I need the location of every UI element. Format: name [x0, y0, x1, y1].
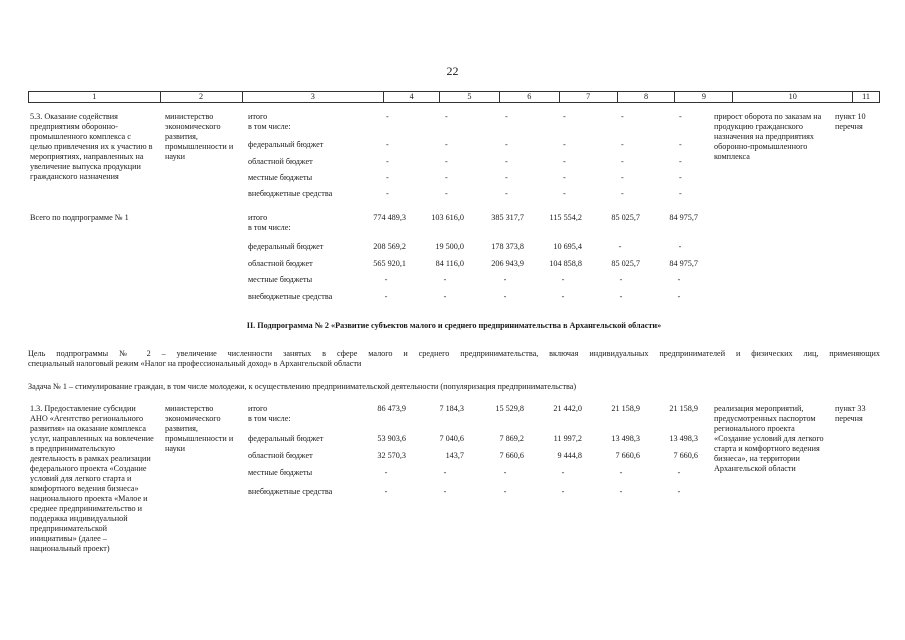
cell-dash: - — [505, 112, 508, 121]
value-cell: 21 158,9 — [669, 404, 698, 413]
cell-dash: - — [445, 157, 448, 166]
cell-dash: - — [386, 189, 389, 198]
value-cell: 84 975,7 — [669, 259, 698, 268]
col-header-9: 9 — [675, 92, 733, 102]
value-cell: 19 500,0 — [435, 242, 464, 251]
value-cell: 15 529,8 — [495, 404, 524, 413]
cell-dash: - — [563, 112, 566, 121]
col-header-8: 8 — [618, 92, 676, 102]
value-cell: 385 317,7 — [491, 213, 524, 222]
value-cell: 7 660,6 — [673, 451, 698, 460]
cell-dash: - — [563, 140, 566, 149]
value-cell: - — [619, 275, 623, 284]
value-cell: 84 975,7 — [669, 213, 698, 222]
cell-dash: - — [445, 173, 448, 182]
value-cell: - — [678, 242, 682, 251]
value-cell: - — [619, 468, 623, 477]
cell-dash: - — [621, 140, 624, 149]
cell-dash: - — [679, 173, 682, 182]
value-cell: - — [443, 487, 447, 496]
value-cell: - — [443, 292, 447, 301]
event-5-3-result: прирост оборота по заказам на продукцию гражданского назначения на предприятиях оборонно-промышленного комплекса — [714, 112, 822, 161]
label-regional: областной бюджет — [248, 157, 313, 166]
cell-dash: - — [386, 140, 389, 149]
col-header-3: 3 — [243, 92, 385, 102]
value-cell: 86 473,9 — [377, 404, 406, 413]
value-cell: - — [677, 275, 681, 284]
event-5-3-description: 5.3. Оказание содействия предприятиям оборонно-промышленного комплекса с целью привлечения их к участию в мероприятиях, направленных на увеличение выпуска продукции гражданского назначения — [30, 112, 153, 181]
cell-dash: - — [386, 157, 389, 166]
cell-dash: - — [505, 157, 508, 166]
column-header-row — [28, 91, 880, 103]
value-cell: - — [503, 468, 507, 477]
value-cell: 84 116,0 — [435, 259, 464, 268]
cell-dash: - — [505, 173, 508, 182]
col-header-1: 1 — [29, 92, 161, 102]
label-federal: федеральный бюджет — [248, 242, 324, 251]
cell-dash: - — [679, 189, 682, 198]
label-local: местные бюджеты — [248, 468, 313, 477]
col-header-7: 7 — [560, 92, 618, 102]
value-cell: 206 943,9 — [491, 259, 524, 268]
col-header-4: 4 — [384, 92, 440, 102]
cell-dash: - — [621, 112, 624, 121]
value-cell: - — [561, 292, 565, 301]
event-1-3-result: реализация мероприятий, предусмотренных паспортом регионального проекта «Создание условий для легкого старта и комфортного ведения бизнеса», на территории Архангельской области — [714, 404, 824, 473]
value-cell: - — [677, 468, 681, 477]
value-cell: - — [618, 242, 622, 251]
value-cell: - — [384, 292, 388, 301]
value-cell: 7 040,6 — [439, 434, 464, 443]
section-title: II. Подпрограмма № 2 «Развитие субъектов малого и среднего предпринимательства в Архангельской области» — [246, 321, 662, 330]
value-cell: 7 184,3 — [439, 404, 464, 413]
task-text: Задача № 1 – стимулирование граждан, в том числе молодежи, к осуществлению предпринимательской деятельности (популяризация предпринимательства) — [28, 382, 577, 391]
value-cell: 9 444,8 — [557, 451, 582, 460]
cell-dash: - — [563, 173, 566, 182]
goal-text-line1: Цель подпрограммы № 2 – увеличение численности занятых в сфере малого и среднего предпринимательства, включая индивидуальных предпринимателей и физических лиц, применяющих — [28, 349, 880, 358]
col-header-10: 10 — [733, 92, 853, 102]
label-federal: федеральный бюджет — [248, 140, 324, 149]
cell-dash: - — [679, 112, 682, 121]
label-extra: внебюджетные средства — [248, 487, 333, 496]
col-header-5: 5 — [440, 92, 500, 102]
cell-dash: - — [445, 189, 448, 198]
value-cell: 103 616,0 — [431, 213, 464, 222]
value-cell: 7 660,6 — [499, 451, 524, 460]
value-cell: - — [677, 292, 681, 301]
cell-dash: - — [621, 157, 624, 166]
cell-dash: - — [679, 157, 682, 166]
value-cell: - — [384, 275, 388, 284]
cell-dash: - — [386, 112, 389, 121]
event-1-3-description: 1.3. Предоставление субсидии АНО «Агентство регионального развития» на оказание комплекса услуг, направленных на вовлечение в предпринимательскую деятельность в рамках реализации федерального проекта «Создание условий для легкого старта и комфортного ведения бизнеса» национального проекта «Малое и среднее предпринимательство и поддержка индивидуальной предпринимательской инициативы» (далее – национальный проект) — [30, 404, 154, 553]
label-extra: внебюджетные средства — [248, 292, 333, 301]
label-incl: в том числе: — [248, 223, 291, 232]
cell-dash: - — [445, 112, 448, 121]
value-cell: 178 373,8 — [491, 242, 524, 251]
label-regional: областной бюджет — [248, 259, 313, 268]
value-cell: 21 442,0 — [553, 404, 582, 413]
cell-dash: - — [621, 173, 624, 182]
value-cell: 21 158,9 — [611, 404, 640, 413]
event-5-3-reference: пункт 10 перечня — [835, 112, 866, 131]
event-1-3-executor: министерство экономического развития, промышленности и науки — [165, 404, 234, 453]
label-total: итого — [248, 112, 268, 121]
value-cell: 7 869,2 — [499, 434, 524, 443]
value-cell: 32 570,3 — [377, 451, 406, 460]
page-number: 22 — [446, 64, 459, 78]
value-cell: 774 489,3 — [373, 213, 406, 222]
cell-dash: - — [563, 157, 566, 166]
value-cell: - — [677, 487, 681, 496]
value-cell: 565 920,1 — [373, 259, 406, 268]
cell-dash: - — [505, 189, 508, 198]
value-cell: - — [619, 487, 623, 496]
col-header-11: 11 — [862, 92, 870, 101]
value-cell: 115 554,2 — [549, 213, 582, 222]
label-local: местные бюджеты — [248, 275, 313, 284]
label-regional: областной бюджет — [248, 451, 313, 460]
value-cell: - — [503, 487, 507, 496]
value-cell: 7 660,6 — [615, 451, 640, 460]
cell-dash: - — [505, 140, 508, 149]
label-local: местные бюджеты — [248, 173, 313, 182]
value-cell: 208 569,2 — [373, 242, 406, 251]
subprogram-1-total-label: Всего по подпрограмме № 1 — [30, 213, 129, 222]
label-total: итого — [248, 404, 268, 413]
label-federal: федеральный бюджет — [248, 434, 324, 443]
value-cell: - — [561, 487, 565, 496]
cell-dash: - — [563, 189, 566, 198]
value-cell: 10 695,4 — [553, 242, 582, 251]
value-cell: 143,7 — [445, 451, 464, 460]
value-cell: - — [443, 275, 447, 284]
value-cell: - — [561, 275, 565, 284]
event-1-3-reference: пункт 33 перечня — [835, 404, 866, 423]
col-header-2: 2 — [161, 92, 243, 102]
value-cell: - — [443, 468, 447, 477]
value-cell: 53 903,6 — [377, 434, 406, 443]
value-cell: 13 498,3 — [611, 434, 640, 443]
event-5-3-executor: министерство экономического развития, промышленности и науки — [165, 112, 234, 161]
goal-text-line2: специальный налоговый режим «Налог на профессиональный доход» в Архангельской области — [28, 359, 362, 368]
value-cell: - — [561, 468, 565, 477]
value-cell: 11 997,2 — [553, 434, 582, 443]
value-cell: 13 498,3 — [669, 434, 698, 443]
label-incl: в том числе: — [248, 122, 291, 131]
value-cell: - — [619, 292, 623, 301]
cell-dash: - — [621, 189, 624, 198]
value-cell: 104 858,8 — [549, 259, 582, 268]
value-cell: 85 025,7 — [611, 259, 640, 268]
value-cell: - — [384, 468, 388, 477]
label-incl: в том числе: — [248, 414, 291, 423]
cell-dash: - — [445, 140, 448, 149]
col-header-6: 6 — [500, 92, 560, 102]
label-extra: внебюджетные средства — [248, 189, 333, 198]
value-cell: - — [503, 292, 507, 301]
value-cell: 85 025,7 — [611, 213, 640, 222]
value-cell: - — [384, 487, 388, 496]
value-cell: - — [503, 275, 507, 284]
cell-dash: - — [386, 173, 389, 182]
cell-dash: - — [679, 140, 682, 149]
label-total: итого — [248, 213, 268, 222]
